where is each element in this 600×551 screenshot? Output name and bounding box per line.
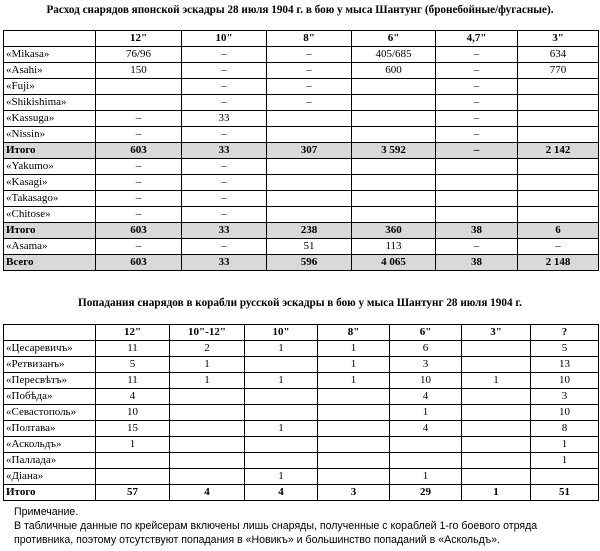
table-cell	[267, 127, 352, 143]
table-cell	[245, 405, 318, 421]
table-cell	[462, 421, 531, 437]
table-cell	[352, 127, 436, 143]
table-cell	[267, 111, 352, 127]
table-cell: 360	[352, 223, 436, 239]
table-cell: 1	[531, 453, 599, 469]
table-cell	[318, 469, 390, 485]
table-cell	[318, 453, 390, 469]
table-cell	[531, 469, 599, 485]
table-cell	[518, 175, 599, 191]
row-label: «Діана»	[4, 469, 96, 485]
column-header: 4,7"	[436, 31, 518, 47]
table-cell	[318, 437, 390, 453]
table-cell: 1	[170, 373, 245, 389]
table-cell: 33	[182, 223, 267, 239]
table-cell: –	[436, 47, 518, 63]
table-cell: –	[96, 175, 182, 191]
table-cell	[518, 79, 599, 95]
column-header: 8"	[318, 325, 390, 341]
table-cell: 1	[390, 405, 462, 421]
table-cell: 113	[352, 239, 436, 255]
table-cell: 3	[318, 485, 390, 501]
table-cell: 2 148	[518, 255, 599, 271]
table-cell	[267, 159, 352, 175]
table-cell	[436, 191, 518, 207]
table-cell: 603	[96, 143, 182, 159]
column-header: ?	[531, 325, 599, 341]
table-cell: –	[267, 47, 352, 63]
table-cell	[170, 437, 245, 453]
table-cell	[352, 95, 436, 111]
table-row	[4, 357, 599, 373]
table-cell: –	[518, 239, 599, 255]
table-cell: 4	[170, 485, 245, 501]
table-cell: 603	[96, 223, 182, 239]
table-cell: 603	[96, 255, 182, 271]
row-label: Итого	[4, 485, 96, 501]
table-cell: –	[436, 79, 518, 95]
table-cell: 10	[96, 405, 170, 421]
table-row	[4, 223, 599, 239]
table-cell	[462, 341, 531, 357]
table-cell: 3	[531, 389, 599, 405]
table-cell: 150	[96, 63, 182, 79]
row-label: «Аскольдъ»	[4, 437, 96, 453]
table-cell: 11	[96, 373, 170, 389]
row-label: «Mikasa»	[4, 47, 96, 63]
table-cell: –	[182, 239, 267, 255]
table-cell: –	[182, 127, 267, 143]
table-cell: 600	[352, 63, 436, 79]
table-cell: –	[96, 207, 182, 223]
table-cell	[518, 127, 599, 143]
row-label: «Asama»	[4, 239, 96, 255]
table-cell: –	[436, 127, 518, 143]
row-label: «Asahi»	[4, 63, 96, 79]
table-cell: 1	[96, 437, 170, 453]
table-cell: 13	[531, 357, 599, 373]
table-cell	[436, 207, 518, 223]
table-row	[4, 207, 599, 223]
table2-title: Попадания снарядов в корабли русской эскадры в бою у мыса Шантунг 28 июля 1904 г.	[78, 297, 522, 309]
table-row	[4, 405, 599, 421]
table-cell: 4	[245, 485, 318, 501]
row-label: Всего	[4, 255, 96, 271]
table-cell	[390, 453, 462, 469]
table-cell: 1	[245, 421, 318, 437]
table-cell	[518, 207, 599, 223]
table-cell: 1	[245, 373, 318, 389]
table-cell: 1	[170, 357, 245, 373]
table-cell: –	[182, 207, 267, 223]
table-cell	[518, 111, 599, 127]
table-cell	[518, 191, 599, 207]
table-row	[4, 389, 599, 405]
table-row	[4, 239, 599, 255]
table-cell: 1	[462, 373, 531, 389]
table-row	[4, 143, 599, 159]
footnote-line: противника, поэтому отсутствуют попадания в «Новикъ» и большинство попаданий в «Аскольдъ».	[14, 534, 501, 546]
table-row	[4, 453, 599, 469]
table-cell	[267, 191, 352, 207]
row-label: «Цесаревичъ»	[4, 341, 96, 357]
row-label: «Shikishima»	[4, 95, 96, 111]
table-cell	[462, 437, 531, 453]
table-cell: –	[267, 95, 352, 111]
row-label: «Kassuga»	[4, 111, 96, 127]
table-cell: –	[182, 175, 267, 191]
table-cell	[170, 405, 245, 421]
table-cell: 10	[531, 405, 599, 421]
table-cell: 76/96	[96, 47, 182, 63]
table-cell	[462, 469, 531, 485]
russian-hits-table	[3, 324, 599, 501]
table-cell: 634	[518, 47, 599, 63]
table-cell: 6	[390, 341, 462, 357]
table-row	[4, 421, 599, 437]
table-cell: –	[182, 159, 267, 175]
table-cell: 405/685	[352, 47, 436, 63]
footnote-line: В табличные данные по крейсерам включены лишь снаряды, полученные с кораблей 1-го боевого отряда	[14, 520, 538, 532]
table-cell: 33	[182, 111, 267, 127]
table-cell	[96, 79, 182, 95]
table-cell: 307	[267, 143, 352, 159]
table-cell: –	[436, 143, 518, 159]
table-cell: 4 065	[352, 255, 436, 271]
table-cell	[352, 191, 436, 207]
table-row	[4, 437, 599, 453]
table-cell: –	[267, 63, 352, 79]
table-row	[4, 127, 599, 143]
table-cell: 1	[318, 341, 390, 357]
table-cell	[170, 389, 245, 405]
row-label: Итого	[4, 143, 96, 159]
table-cell: 2 142	[518, 143, 599, 159]
table-cell: –	[96, 159, 182, 175]
table-cell: 5	[96, 357, 170, 373]
row-label: «Takasago»	[4, 191, 96, 207]
row-label: «Chitose»	[4, 207, 96, 223]
table-cell: 3	[390, 357, 462, 373]
table-row	[4, 95, 599, 111]
table-cell: 38	[436, 255, 518, 271]
table-cell: –	[436, 63, 518, 79]
table-cell: 10	[531, 373, 599, 389]
japanese-shell-expenditure-table	[3, 30, 599, 271]
column-header: 8"	[267, 31, 352, 47]
table-row	[4, 485, 599, 501]
row-label: «Nissin»	[4, 127, 96, 143]
table-cell: –	[436, 239, 518, 255]
table-cell: 2	[170, 341, 245, 357]
column-header: 6"	[390, 325, 462, 341]
table-cell: 15	[96, 421, 170, 437]
table-cell	[96, 95, 182, 111]
table-cell	[352, 159, 436, 175]
column-header: 10"	[245, 325, 318, 341]
table-cell: 4	[390, 389, 462, 405]
table-cell: 1	[462, 485, 531, 501]
column-header: 6"	[352, 31, 436, 47]
table-cell: –	[96, 239, 182, 255]
row-label: «Полтава»	[4, 421, 96, 437]
table-row	[4, 191, 599, 207]
table-row	[4, 63, 599, 79]
table-cell	[318, 389, 390, 405]
table-row	[4, 111, 599, 127]
row-label: «Fuji»	[4, 79, 96, 95]
table-cell	[436, 175, 518, 191]
table-cell: 1	[318, 357, 390, 373]
table-cell	[267, 207, 352, 223]
row-label: «Ретвизанъ»	[4, 357, 96, 373]
table-row	[4, 469, 599, 485]
table-cell	[462, 389, 531, 405]
table-cell	[436, 159, 518, 175]
table-cell: –	[182, 95, 267, 111]
table-cell: 1	[390, 469, 462, 485]
table-cell	[170, 469, 245, 485]
table-cell: 1	[245, 469, 318, 485]
table-cell: –	[267, 79, 352, 95]
table-row	[4, 47, 599, 63]
table-row	[4, 175, 599, 191]
table-cell: 57	[96, 485, 170, 501]
table-cell: 1	[531, 437, 599, 453]
table-cell: –	[182, 191, 267, 207]
table-row	[4, 79, 599, 95]
table-cell: 596	[267, 255, 352, 271]
row-label: «Севастополь»	[4, 405, 96, 421]
table-cell: 29	[390, 485, 462, 501]
row-label: «Kasagi»	[4, 175, 96, 191]
table-cell: –	[436, 111, 518, 127]
table-cell: 4	[390, 421, 462, 437]
table-cell	[245, 437, 318, 453]
row-label: «Пересвѣтъ»	[4, 373, 96, 389]
row-label: Итого	[4, 223, 96, 239]
table-cell	[170, 453, 245, 469]
table-cell	[390, 437, 462, 453]
column-header: 3"	[518, 31, 599, 47]
column-header: 12"	[96, 31, 182, 47]
table-cell: 4	[96, 389, 170, 405]
table-cell: –	[96, 111, 182, 127]
row-label: «Паллада»	[4, 453, 96, 469]
column-header: 10"-12"	[170, 325, 245, 341]
table-cell: 6	[518, 223, 599, 239]
table1-title: Расход снарядов японской эскадры 28 июля 1904 г. в бою у мыса Шантунг (бронебойные/фугасные).	[46, 4, 554, 16]
table-cell: 1	[318, 373, 390, 389]
table-cell: 5	[531, 341, 599, 357]
table-row	[4, 159, 599, 175]
table-cell: 8	[531, 421, 599, 437]
table-cell: –	[96, 127, 182, 143]
table-cell: –	[436, 95, 518, 111]
table-cell	[518, 159, 599, 175]
table-cell	[245, 453, 318, 469]
table-cell: 238	[267, 223, 352, 239]
table-cell: –	[182, 79, 267, 95]
table-cell: –	[96, 191, 182, 207]
table-cell: 11	[96, 341, 170, 357]
header-row	[4, 31, 599, 47]
table-cell: 770	[518, 63, 599, 79]
table-cell	[352, 207, 436, 223]
table-cell	[96, 469, 170, 485]
row-label: «Побѣда»	[4, 389, 96, 405]
table-cell: 10	[390, 373, 462, 389]
table-cell: 51	[267, 239, 352, 255]
table-cell	[352, 175, 436, 191]
table-cell: 33	[182, 143, 267, 159]
table-cell	[96, 453, 170, 469]
table-cell: 51	[531, 485, 599, 501]
row-label: «Yakumo»	[4, 159, 96, 175]
footnote-heading: Примечание.	[14, 506, 79, 518]
column-header: 3"	[462, 325, 531, 341]
column-header	[4, 31, 96, 47]
table-cell	[170, 421, 245, 437]
table-cell: 1	[245, 341, 318, 357]
table-row	[4, 373, 599, 389]
table-cell	[462, 453, 531, 469]
column-header: 12"	[96, 325, 170, 341]
table-cell	[518, 95, 599, 111]
header-row	[4, 325, 599, 341]
table-cell	[352, 79, 436, 95]
table-cell	[267, 175, 352, 191]
table-row	[4, 255, 599, 271]
table-row	[4, 341, 599, 357]
table-cell	[245, 357, 318, 373]
table-cell	[352, 111, 436, 127]
table-cell	[318, 421, 390, 437]
table-cell	[462, 357, 531, 373]
footnote	[14, 505, 537, 547]
table-cell: 33	[182, 255, 267, 271]
table-cell: 38	[436, 223, 518, 239]
table-cell	[318, 405, 390, 421]
table-cell: 3 592	[352, 143, 436, 159]
column-header: 10"	[182, 31, 267, 47]
column-header	[4, 325, 96, 341]
table-cell	[462, 405, 531, 421]
table-cell: –	[182, 63, 267, 79]
table-cell: –	[182, 47, 267, 63]
table-cell	[245, 389, 318, 405]
